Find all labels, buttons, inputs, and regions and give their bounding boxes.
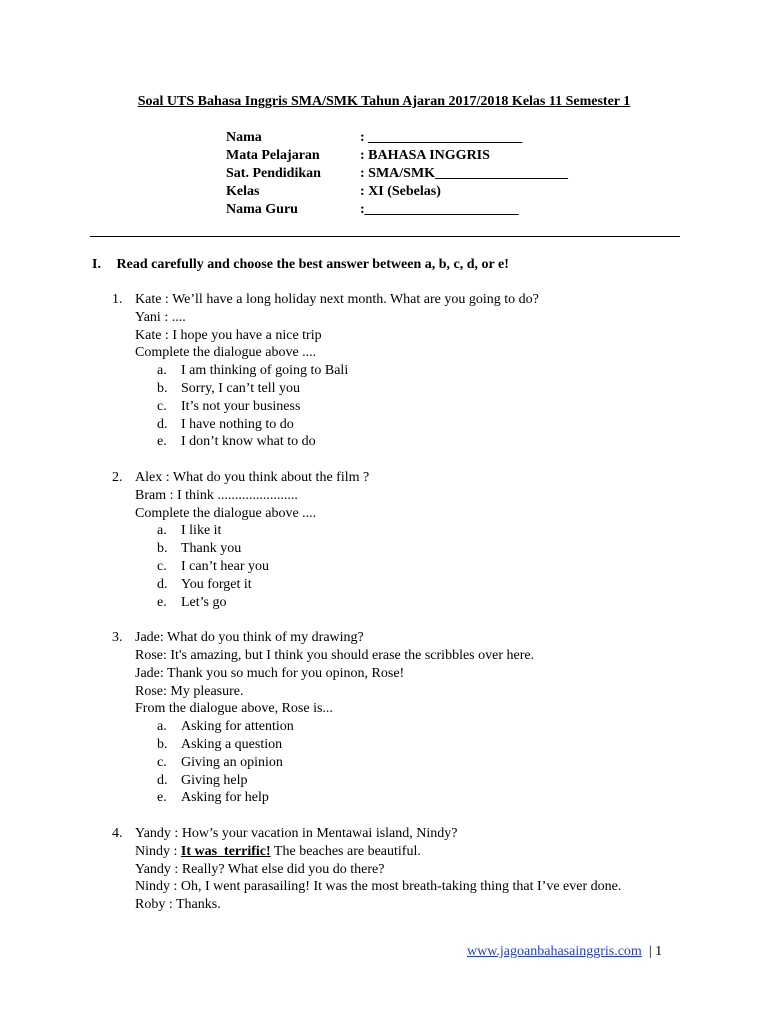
answer-option: [135, 362, 712, 380]
option-letter: b.: [157, 736, 168, 752]
emphasized-text: It was terrific!: [180, 843, 271, 859]
identity-value: :______________________: [360, 202, 519, 217]
option-text: Let’s go: [181, 594, 227, 610]
option-letter: e.: [157, 434, 167, 450]
option-letter: c.: [157, 398, 167, 414]
answer-option: [135, 540, 712, 558]
answer-option: [135, 380, 712, 398]
option-letter: a.: [157, 363, 167, 379]
option-text: I like it: [181, 523, 222, 539]
question-line: Jade: Thank you so much for you opinon, Rose!: [135, 665, 405, 681]
option-text: Giving an opinion: [181, 754, 283, 770]
question-line: Yandy : Really? What else did you do there?: [135, 861, 385, 877]
page-number: 1: [655, 944, 663, 959]
option-letter: c.: [157, 754, 167, 770]
question-line: Nindy : Oh, I went parasailing! It was the most breath-taking thing that I’ve ever done.: [135, 879, 622, 895]
option-letter: d.: [157, 416, 168, 432]
question-line: Complete the dialogue above ....: [135, 505, 317, 521]
question-line: Bram : I think .......................: [135, 487, 298, 503]
option-text: Asking for attention: [181, 719, 294, 735]
question-item: [112, 825, 712, 914]
option-letter: a.: [157, 719, 167, 735]
horizontal-rule: [90, 236, 680, 237]
option-text: Sorry, I can’t tell you: [181, 380, 300, 396]
footer-separator: |: [641, 944, 656, 959]
option-text: It’s not your business: [181, 398, 301, 414]
identity-label: Nama: [226, 130, 262, 145]
section-instruction: Read carefully and choose the best answer between a, b, c, d, or e!: [116, 257, 509, 272]
option-letter: d.: [157, 772, 168, 788]
option-text: Thank you: [181, 541, 242, 557]
website-link[interactable]: www.jagoanbahasainggris.com: [467, 944, 642, 959]
answer-option: [135, 576, 712, 594]
identity-row: [226, 201, 568, 219]
question-line: Kate : I hope you have a nice trip: [135, 327, 322, 343]
question-number: 1.: [112, 292, 123, 307]
identity-value: : ______________________: [360, 130, 523, 145]
question-number: 4.: [112, 825, 123, 841]
option-text: Asking a question: [181, 736, 283, 752]
identity-label: Sat. Pendidikan: [226, 166, 321, 181]
option-text: Giving help: [181, 772, 248, 788]
identity-block: [226, 129, 568, 219]
question-line: Alex : What do you think about the film ?: [135, 469, 370, 485]
identity-row: [226, 129, 568, 147]
option-letter: e.: [157, 790, 167, 806]
question-item: [112, 291, 712, 451]
question-line: Rose: It's amazing, but I think you should erase the scribbles over here.: [135, 647, 535, 663]
answer-option: [135, 789, 712, 807]
identity-label: Mata Pelajaran: [226, 148, 320, 163]
question-line: Yani : ....: [135, 309, 186, 325]
option-text: I have nothing to do: [181, 416, 294, 432]
line-text: The beaches are beautiful.: [270, 843, 421, 859]
question-line: Roby : Thanks.: [135, 897, 221, 913]
option-letter: e.: [157, 594, 167, 610]
option-text: I am thinking of going to Bali: [181, 363, 349, 379]
option-text: You forget it: [181, 576, 252, 592]
answer-option: [135, 522, 712, 540]
line-text: Nindy :: [135, 843, 181, 859]
answer-option: [135, 416, 712, 434]
document-title: Soal UTS Bahasa Inggris SMA/SMK Tahun Ajaran 2017/2018 Kelas 11 Semester 1: [137, 94, 631, 109]
identity-label: Nama Guru: [226, 202, 298, 217]
answer-option: [135, 772, 712, 790]
section-number: I.: [92, 257, 101, 272]
identity-row: [226, 183, 568, 201]
option-letter: c.: [157, 558, 167, 574]
option-letter: a.: [157, 523, 167, 539]
answer-option: [135, 398, 712, 416]
answer-option: [135, 558, 712, 576]
section-heading: [92, 256, 509, 274]
identity-value: : BAHASA INGGRIS: [360, 148, 490, 163]
answer-option: [135, 754, 712, 772]
option-text: I don’t know what to do: [181, 434, 316, 450]
question-line: Jade: What do you think of my drawing?: [135, 630, 364, 646]
identity-row: [226, 147, 568, 165]
identity-row: [226, 165, 568, 183]
question-line: Kate : We’ll have a long holiday next month. What are you going to do?: [135, 292, 539, 307]
question-item: [112, 469, 712, 611]
question-list: [112, 291, 712, 932]
question-number: 3.: [112, 630, 123, 646]
identity-value: : SMA/SMK___________________: [360, 166, 569, 181]
question-line: Rose: My pleasure.: [135, 683, 244, 699]
option-letter: b.: [157, 380, 168, 396]
identity-value: : XI (Sebelas): [360, 184, 441, 199]
question-number: 2.: [112, 469, 123, 485]
question-item: [112, 629, 712, 807]
page-footer: [467, 943, 662, 961]
answer-option: [135, 718, 712, 736]
option-text: I can’t hear you: [181, 558, 269, 574]
answer-option: [135, 594, 712, 612]
option-text: Asking for help: [181, 790, 269, 806]
answer-option: [135, 736, 712, 754]
question-line: Yandy : How’s your vacation in Mentawai island, Nindy?: [135, 825, 458, 841]
answer-option: [135, 433, 712, 451]
option-letter: b.: [157, 541, 168, 557]
question-line: From the dialogue above, Rose is...: [135, 701, 333, 717]
identity-label: Kelas: [226, 184, 260, 199]
option-letter: d.: [157, 576, 168, 592]
question-line: [135, 843, 712, 861]
question-line: Complete the dialogue above ....: [135, 345, 317, 361]
